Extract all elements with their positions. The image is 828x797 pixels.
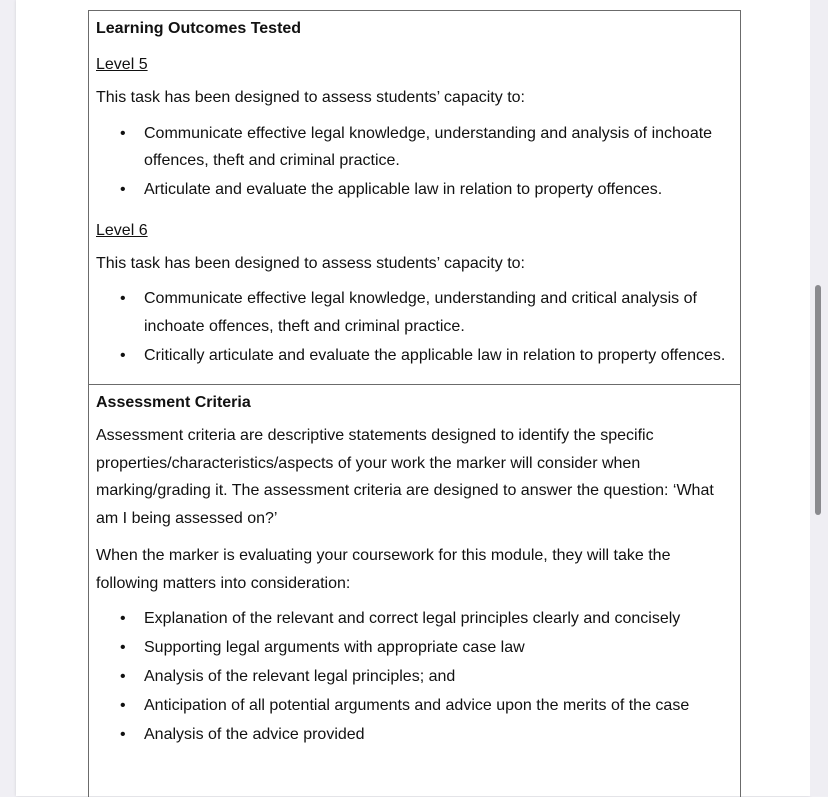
bullet-icon: • [120, 639, 126, 656]
level6-list [96, 285, 732, 369]
level5-intro: This task has been designed to assess students’ capacity to: [96, 89, 525, 106]
assessment-criteria-cell [89, 385, 740, 797]
list-item: • Supporting legal arguments with appropriate case law [96, 634, 732, 662]
list-item: • Communicate effective legal knowledge, understanding and analysis of inchoate offences, theft and criminal practice. [96, 120, 732, 175]
bullet-icon: • [120, 610, 126, 627]
outcomes-table [88, 10, 741, 797]
level5-label: Level 5 [96, 56, 148, 73]
assessment-criteria-description: Assessment criteria are descriptive statements designed to identify the specific properties/characteristics/aspects of your work the marker will consider when marking/grading it. The assessment criteria are designed to answer the question: ‘What am I being assessed on?’ [96, 427, 714, 527]
level6-intro: This task has been designed to assess students’ capacity to: [96, 254, 525, 272]
level6-label: Level 6 [96, 221, 148, 239]
list-item: • Articulate and evaluate the applicable law in relation to property offences. [96, 176, 732, 204]
learning-outcomes-cell [89, 11, 740, 385]
assessment-criteria-heading: Assessment Criteria [96, 394, 251, 411]
level5-list [96, 120, 732, 204]
bullet-icon: • [120, 726, 126, 743]
list-item: • Anticipation of all potential arguments and advice upon the merits of the case [96, 692, 732, 720]
list-item: • Analysis of the relevant legal principles; and [96, 663, 732, 691]
bullet-icon: • [120, 124, 126, 142]
assessment-criteria-intro: When the marker is evaluating your coursework for this module, they will take the following matters into consideration: [96, 547, 671, 592]
list-item: • Explanation of the relevant and correct legal principles clearly and concisely [96, 605, 732, 633]
bullet-icon: • [120, 346, 126, 364]
list-item: • Analysis of the advice provided [96, 721, 732, 749]
list-item: • Critically articulate and evaluate the applicable law in relation to property offences. [96, 342, 732, 370]
criteria-list [96, 605, 732, 749]
scrollbar-thumb[interactable] [815, 285, 821, 515]
bullet-icon: • [120, 181, 126, 198]
learning-outcomes-heading: Learning Outcomes Tested [96, 20, 302, 37]
bullet-icon: • [120, 668, 126, 685]
bullet-icon: • [120, 697, 126, 714]
list-item: • Communicate effective legal knowledge, understanding and critical analysis of inchoate offences, theft and criminal practice. [96, 285, 732, 340]
bullet-icon: • [120, 290, 126, 307]
